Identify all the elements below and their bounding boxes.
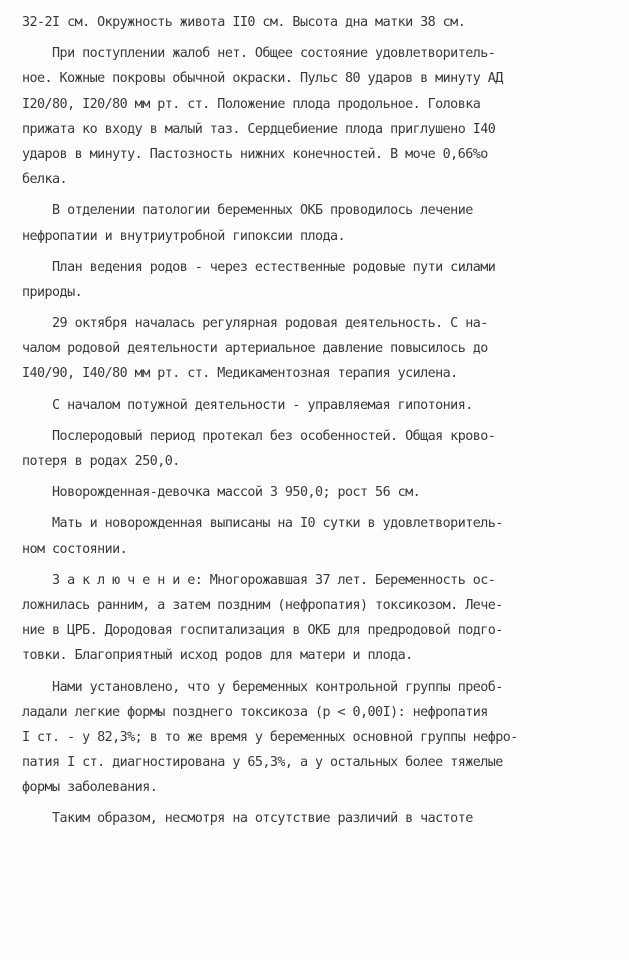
text-line: нефропатии и внутриутробной гипоксии плода. <box>22 228 346 244</box>
text-line: 29 октября началась регулярная родовая деятельность. С на- <box>22 316 488 332</box>
paragraph <box>22 10 607 35</box>
text-line: Новорожденная-девочка массой 3 950,0; рост 56 см. <box>22 485 421 501</box>
text-line: потеря в родах 250,0. <box>22 454 180 469</box>
text-line: товки. Благоприятный исход родов для матери и плода. <box>22 648 413 664</box>
text-line: прижата ко входу в малый таз. Сердцебиение плода приглушено I40 <box>22 121 496 137</box>
text-line: З а к л ю ч е н и е: Многорожавшая 37 лет. Беременность ос- <box>22 572 496 588</box>
text-line: I40/90, I40/80 мм рт. ст. Медикаментозная терапия усилена. <box>22 366 458 382</box>
document-text <box>22 10 607 832</box>
text-line: чалом родовой деятельности артериальное давление повысилось до <box>22 341 488 357</box>
text-line: С началом потужной деятельности - управляемая гипотония. <box>22 397 473 413</box>
paragraph <box>22 675 607 801</box>
text-line: ние в ЦРБ. Дородовая госпитализация в ОКБ для предродовой подго- <box>22 623 503 639</box>
text-line: ударов в минуту. Пастозность нижних конечностей. В моче 0,66%о <box>22 146 488 162</box>
paragraph <box>22 198 607 248</box>
text-line: формы заболевания. <box>22 780 158 796</box>
text-line: ладали легкие формы позднего токсикоза (р < 0,00I): нефропатия <box>22 704 488 720</box>
text-line: I20/80, I20/80 мм рт. ст. Положение плода продольное. Головка <box>22 96 481 112</box>
text-line: ложнилась ранним, а затем поздним (нефропатия) токсикозом. Лече- <box>22 597 503 613</box>
text-line: Нами установлено, что у беременных контрольной группы преоб- <box>22 679 503 695</box>
paragraph <box>22 255 607 305</box>
text-line: В отделении патологии беременных ОКБ проводилось лечение <box>22 203 473 219</box>
paragraph <box>22 806 607 831</box>
text-line: 32-2I см. Окружность живота II0 см. Высота дна матки 38 см. <box>22 15 466 30</box>
paragraph <box>22 568 607 669</box>
paragraph <box>22 511 607 561</box>
text-line: Мать и новорожденная выписаны на I0 сутки в удовлетворитель- <box>22 516 503 532</box>
text-line: Послеродовый период протекал без особенностей. Общая крово- <box>22 428 496 444</box>
text-line: природы. <box>22 284 83 300</box>
paragraph <box>22 311 607 387</box>
text-line: При поступлении жалоб нет. Общее состояние удовлетворитель- <box>22 46 496 62</box>
paragraph <box>22 41 607 192</box>
text-line: патия I ст. диагностирована у 65,3%, а у остальных более тяжелые <box>22 755 503 771</box>
text-line: ном состоянии. <box>22 541 128 557</box>
text-line: ное. Кожные покровы обычной окраски. Пульс 80 ударов в минуту АД <box>22 71 503 87</box>
text-line: белка. <box>22 172 68 188</box>
paragraph <box>22 393 607 418</box>
paragraph <box>22 424 607 474</box>
text-line: I ст. - у 82,3%; в то же время у беременных основной группы нефро- <box>22 729 518 745</box>
paragraph <box>22 480 607 505</box>
text-line: Таким образом, несмотря на отсутствие различий в частоте <box>22 811 473 827</box>
text-line: План ведения родов - через естественные родовые пути силами <box>22 259 496 275</box>
